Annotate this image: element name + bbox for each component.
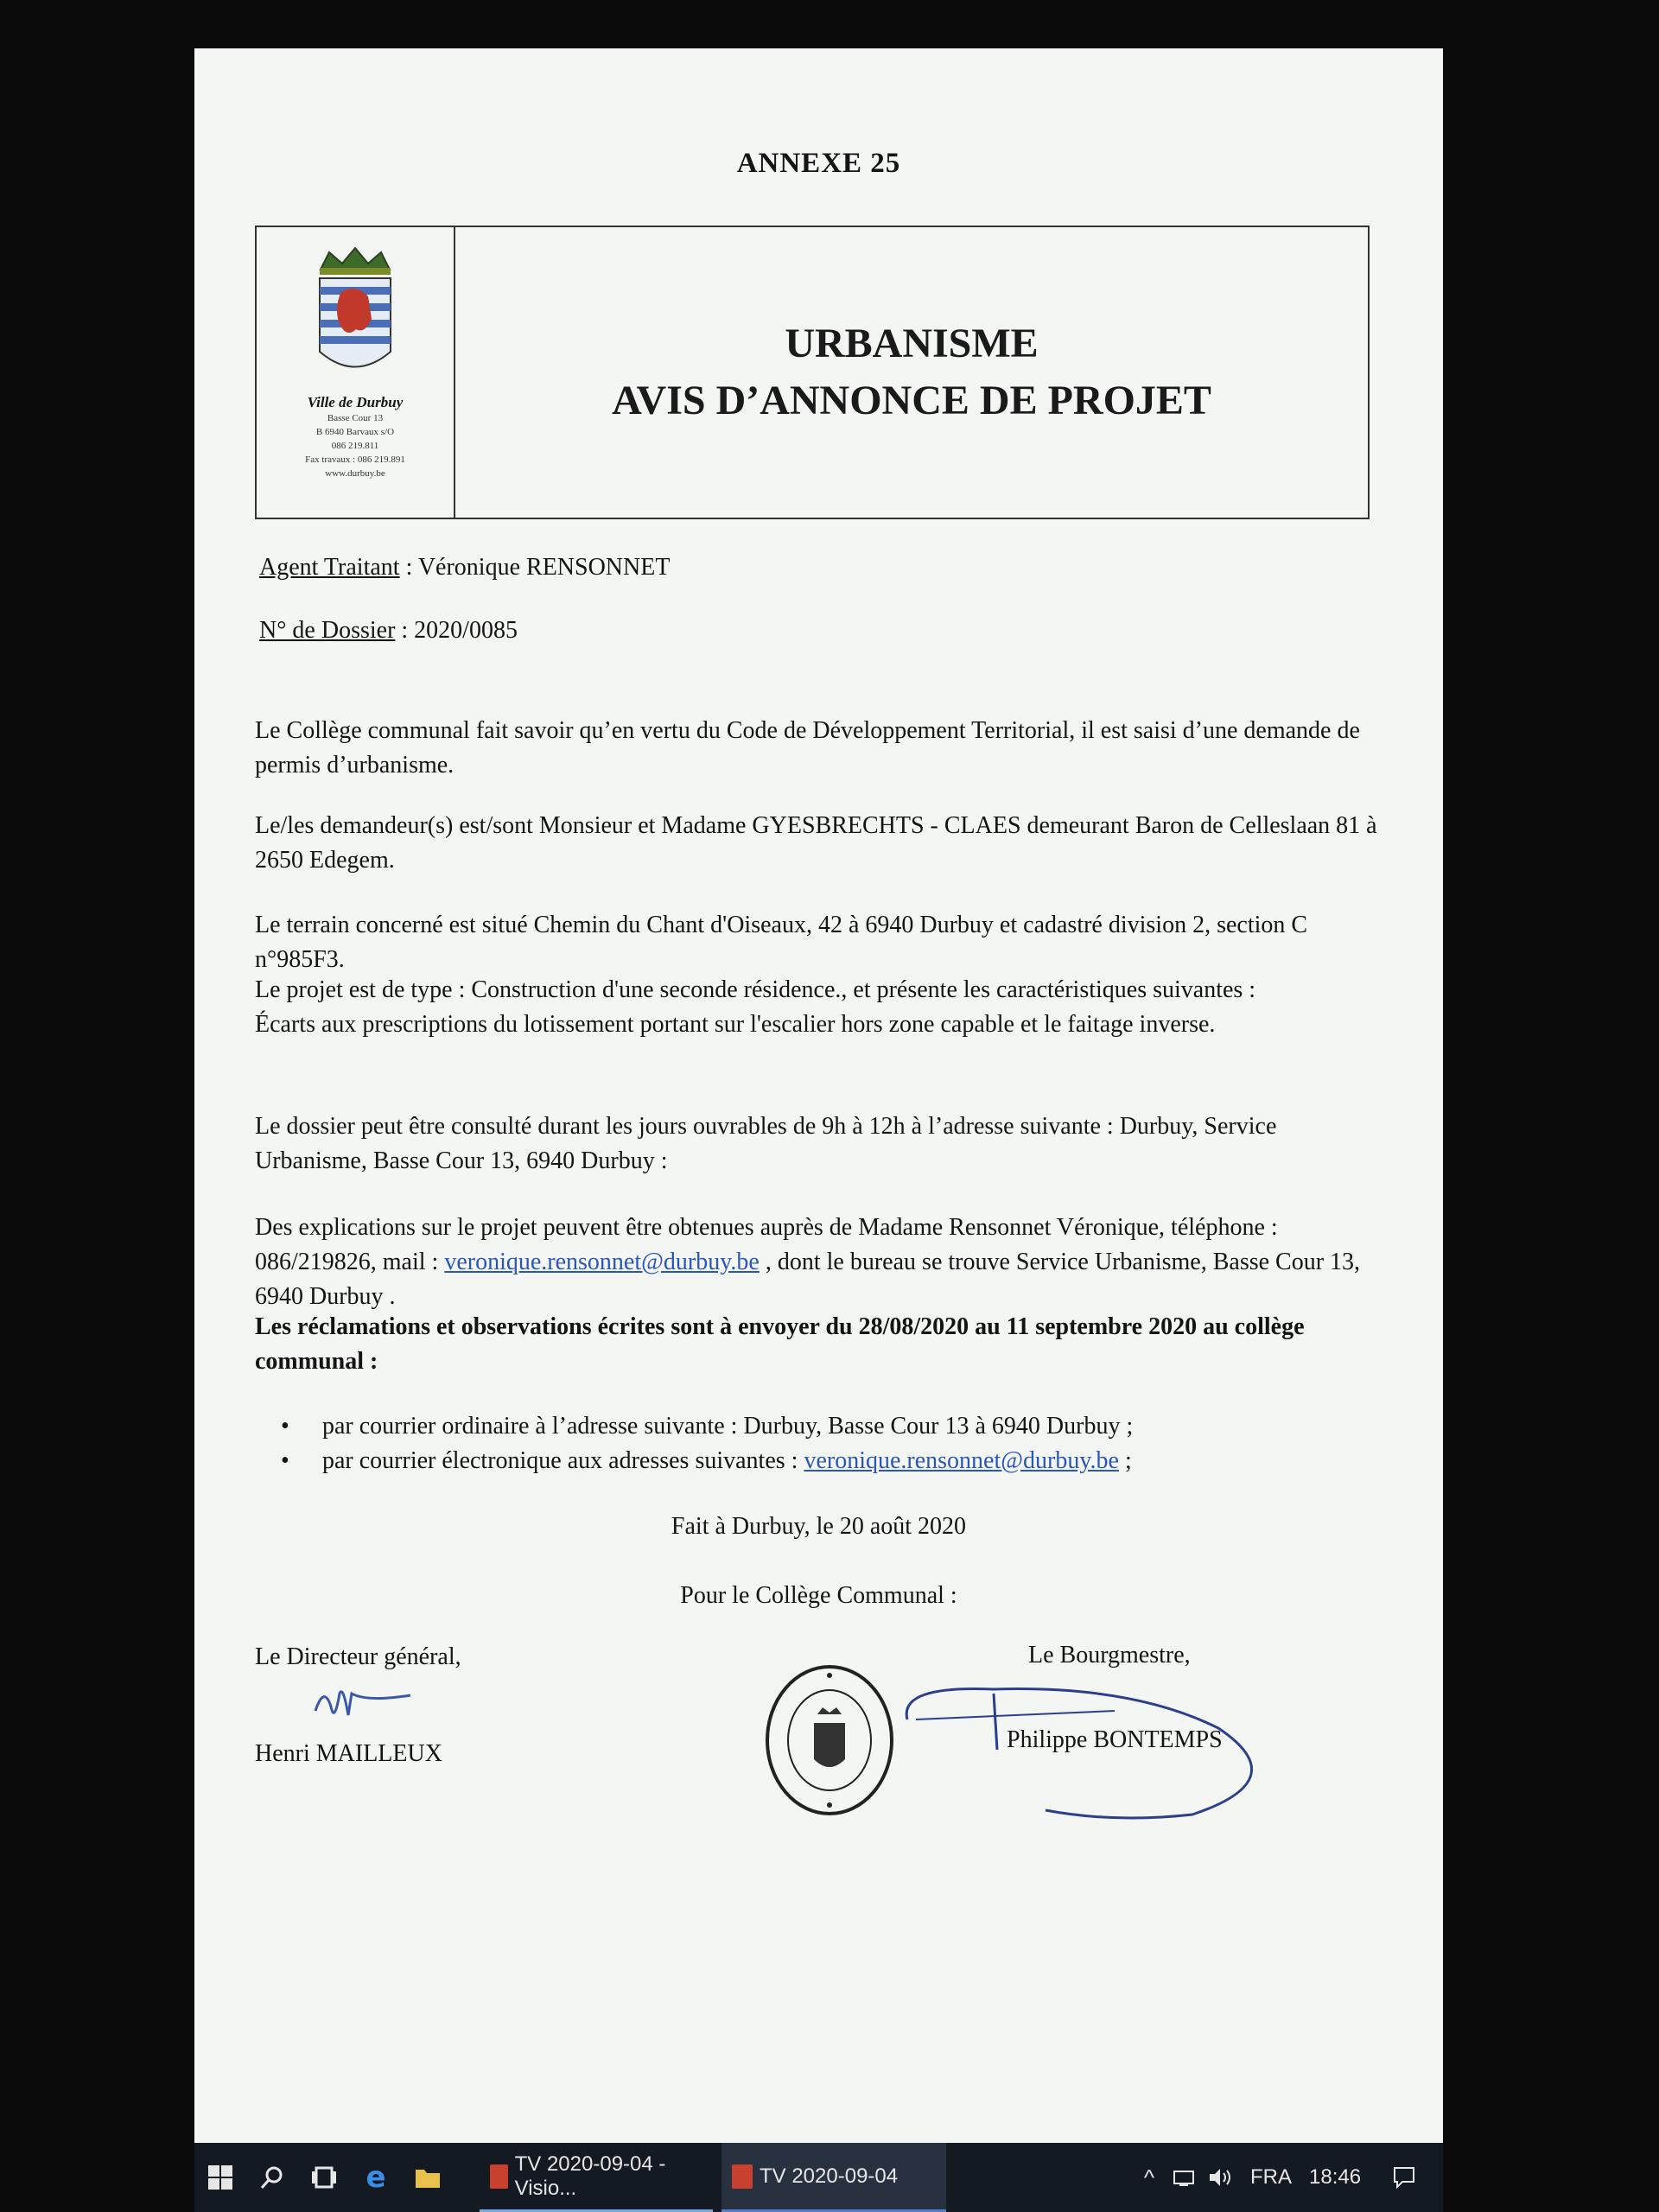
directeur-name: Henri MAILLEUX	[255, 1740, 442, 1767]
municipality-logo-block	[257, 227, 455, 518]
edge-browser-button[interactable]	[350, 2143, 402, 2212]
directeur-handwritten-signature-icon	[298, 1676, 428, 1737]
address-line: 086 219.811	[331, 441, 379, 451]
annexe-label: ANNEXE 25	[736, 148, 901, 179]
paragraph-demandeurs: Le/les demandeur(s) est/sont Monsieur et Madame GYESBRECHTS - CLAES demeurant Baron de Celleslaan 81 à 2650 Edegem.	[255, 812, 1377, 874]
powerpoint-icon	[490, 2164, 508, 2189]
language-indicator[interactable]: FRA	[1250, 2165, 1292, 2189]
list-item: • par courrier ordinaire à l’adresse suivante : Durbuy, Basse Cour 13 à 6940 Durbuy ;	[281, 1409, 1361, 1444]
network-icon	[1173, 2168, 1195, 2187]
address-line: www.durbuy.be	[325, 468, 385, 479]
action-center-button[interactable]	[1378, 2143, 1430, 2212]
paragraph-explications	[255, 1211, 1378, 1314]
speaker-icon	[1208, 2167, 1234, 2188]
windows-taskbar	[194, 2143, 1443, 2212]
agent-label: Agent Traitant	[259, 554, 400, 581]
windows-logo-icon	[207, 2164, 233, 2190]
file-explorer-button[interactable]	[402, 2143, 454, 2212]
paragraph-dossier: Le dossier peut être consulté durant les jours ouvrables de 9h à 12h à l’adresse suivante : Durbuy, Service Urbanisme, Basse Cour 13, 6940 Durbuy :	[255, 1113, 1277, 1174]
bourgmestre-title: Le Bourgmestre,	[1028, 1642, 1191, 1669]
edge-icon: e	[365, 2160, 386, 2195]
directeur-title: Le Directeur général,	[255, 1643, 461, 1670]
email-link[interactable]: veronique.rensonnet@durbuy.be	[444, 1249, 760, 1275]
dossier-field	[259, 617, 518, 645]
fait-a-line: Fait à Durbuy, le 20 août 2020	[671, 1513, 967, 1540]
task-view-button[interactable]	[298, 2143, 350, 2212]
email-link[interactable]: veronique.rensonnet@durbuy.be	[804, 1447, 1119, 1474]
address-line: Fax travaux : 086 219.891	[305, 454, 405, 465]
dossier-label: N° de Dossier	[259, 617, 396, 644]
address-line: B 6940 Barvaux s/O	[315, 427, 395, 437]
agent-value: : Véronique RENSONNET	[399, 554, 671, 581]
address-line: Basse Cour 13	[327, 413, 384, 423]
directeur-signature-block	[255, 1640, 461, 1771]
taskbar-app-powerpoint-visio[interactable]	[480, 2143, 713, 2212]
explications-text: Des explications sur le projet peuvent être obtenues auprès de Madame Rensonnet Véronique, téléphone : 086/219826, mail :	[255, 1214, 1278, 1275]
show-hidden-icons-button[interactable]	[1132, 2143, 1166, 2212]
powerpoint-icon	[732, 2164, 753, 2189]
search-button[interactable]	[246, 2143, 298, 2212]
taskbar-app-label: TV 2020-09-04	[760, 2164, 899, 2188]
bullet2-text: par courrier électronique aux adresses suivantes :	[322, 1447, 804, 1474]
explications-text-end: , dont le bureau se trouve Service Urbanisme, Basse Cour 13, 6940 Durbuy .	[255, 1249, 1361, 1310]
header-box	[255, 226, 1370, 519]
bourgmestre-signature-block	[1007, 1642, 1223, 1753]
paragraph-projet	[255, 973, 1378, 1042]
bourgmestre-name: Philippe BONTEMPS	[1007, 1726, 1223, 1753]
notification-icon	[1392, 2165, 1416, 2190]
document-title	[455, 227, 1368, 518]
folder-icon	[415, 2166, 441, 2189]
task-view-icon	[311, 2164, 337, 2190]
municipal-seal-icon	[760, 1662, 899, 1818]
network-button[interactable]	[1166, 2143, 1201, 2212]
chevron-up-icon: ^	[1143, 2164, 1155, 2190]
paragraph-terrain: Le terrain concerné est situé Chemin du Chant d'Oiseaux, 42 à 6940 Durbuy et cadastré division 2, section C n°985F3.	[255, 912, 1308, 973]
start-button[interactable]	[194, 2143, 246, 2212]
taskbar-app-label: TV 2020-09-04 - Visio...	[514, 2152, 666, 2200]
list-item	[281, 1444, 1361, 1478]
bullet2-text-end: ;	[1119, 1447, 1132, 1474]
presentation-screen	[194, 48, 1443, 2143]
projet-line-1: Le projet est de type : Construction d'une seconde résidence., et présente les caractéristiques suivantes :	[255, 976, 1256, 1003]
projet-line-2: Écarts aux prescriptions du lotissement portant sur l'escalier hors zone capable et le faitage inverse.	[255, 1011, 1216, 1038]
ville-name: Ville de Durbuy	[307, 394, 404, 410]
agent-field	[259, 554, 670, 582]
pour-college-line: Pour le Collège Communal :	[680, 1582, 957, 1609]
submission-methods-list	[281, 1409, 1361, 1478]
paragraph-college: Le Collège communal fait savoir qu’en vertu du Code de Développement Territorial, il est saisi d’une demande de permis d’urbanisme.	[255, 717, 1360, 779]
paragraph-reclamations: Les réclamations et observations écrites sont à envoyer du 28/08/2020 au 11 septembre 2020 au collège communal :	[255, 1313, 1305, 1375]
logo-address	[257, 411, 454, 480]
volume-button[interactable]	[1201, 2143, 1240, 2212]
dossier-value: : 2020/0085	[395, 617, 518, 644]
search-icon	[259, 2164, 285, 2190]
durbuy-coat-of-arms-icon	[308, 239, 403, 391]
taskbar-app-powerpoint[interactable]	[721, 2143, 946, 2212]
clock[interactable]: 18:46	[1309, 2165, 1362, 2189]
document-page	[194, 48, 1443, 2143]
title-line-1: URBANISME	[785, 321, 1039, 366]
title-line-2: AVIS D’ANNONCE DE PROJET	[612, 378, 1211, 423]
